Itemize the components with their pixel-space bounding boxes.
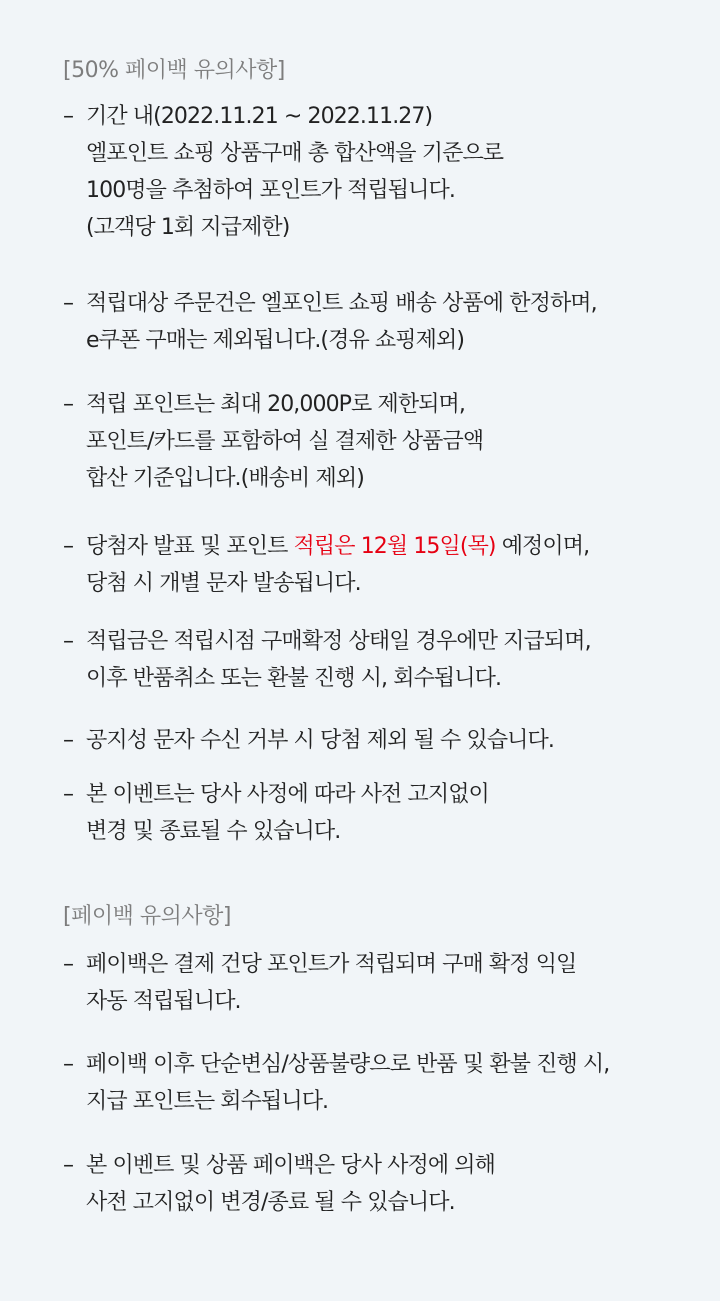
dash-bullet: –: [63, 291, 74, 316]
notice-item: [63, 285, 720, 359]
notice-item: [63, 386, 720, 497]
notice-line: 합산 기준입니다.(배송비 제외): [86, 466, 364, 491]
dash-bullet: –: [63, 534, 74, 559]
announcement-suffix-text: 예정이며,: [495, 534, 590, 559]
notice-line: 본 이벤트 및 상품 페이백은 당사 사정에 의해: [86, 1153, 495, 1178]
notice-item: [63, 776, 720, 850]
notice-item: [63, 528, 720, 602]
notice-item: [63, 98, 720, 246]
notice-line: 100명을 추첨하여 포인트가 적립됩니다.: [86, 178, 455, 203]
notice-line: 포인트/카드를 포함하여 실 결제한 상품금액: [86, 429, 484, 454]
notice-line: 엘포인트 쇼핑 상품구매 총 합산액을 기준으로: [86, 141, 504, 166]
notice-line: e쿠폰 구매는 제외됩니다.(경유 쇼핑제외): [86, 328, 465, 353]
dash-bullet: –: [63, 728, 74, 753]
notice-item: [63, 946, 720, 1020]
notice-line: 기간 내(2022.11.21 ~ 2022.11.27): [86, 104, 433, 129]
dash-bullet: –: [63, 1052, 74, 1077]
notice-line: 본 이벤트는 당사 사정에 따라 사전 고지없이: [86, 782, 489, 807]
notice-item: [63, 722, 720, 759]
notice-line: 이후 반품취소 또는 환불 진행 시, 회수됩니다.: [86, 666, 502, 691]
section-heading: [페이백 유의사항]: [63, 904, 231, 929]
announcement-text: 당첨자 발표 및 포인트: [86, 534, 294, 559]
notice-line: 적립금은 적립시점 구매확정 상태일 경우에만 지급되며,: [86, 629, 591, 654]
notice-line: 지급 포인트는 회수됩니다.: [86, 1089, 329, 1114]
notice-line: (고객당 1회 지급제한): [86, 215, 290, 240]
notice-item: [63, 1147, 720, 1221]
dash-bullet: –: [63, 629, 74, 654]
notice-line: 변경 및 종료될 수 있습니다.: [86, 819, 341, 844]
notice-line-with-highlight: [86, 528, 720, 565]
dash-bullet: –: [63, 1153, 74, 1178]
notice-item: [63, 623, 720, 697]
notice-section-payback-50: [63, 55, 720, 93]
notice-line: 공지성 문자 수신 거부 시 당첨 제외 될 수 있습니다.: [86, 728, 554, 753]
notice-line: 당첨 시 개별 문자 발송됩니다.: [86, 571, 361, 596]
dash-bullet: –: [63, 782, 74, 807]
highlight-date-text: 적립은 12월 15일(목): [293, 534, 496, 559]
notice-line: 페이백은 결제 건당 포인트가 적립되며 구매 확정 익일: [86, 952, 577, 977]
notice-line: 사전 고지없이 변경/종료 될 수 있습니다.: [86, 1190, 455, 1215]
notice-line: 자동 적립됩니다.: [86, 989, 241, 1014]
dash-bullet: –: [63, 104, 74, 129]
section-heading: [50% 페이백 유의사항]: [63, 58, 285, 83]
notice-line: 적립대상 주문건은 엘포인트 쇼핑 배송 상품에 한정하며,: [86, 291, 597, 316]
notice-line: 적립 포인트는 최대 20,000P로 제한되며,: [86, 392, 465, 417]
dash-bullet: –: [63, 952, 74, 977]
notice-item: [63, 1046, 720, 1120]
notice-line: 페이백 이후 단순변심/상품불량으로 반품 및 환불 진행 시,: [86, 1052, 610, 1077]
dash-bullet: –: [63, 392, 74, 417]
notice-section-payback: [63, 901, 720, 939]
